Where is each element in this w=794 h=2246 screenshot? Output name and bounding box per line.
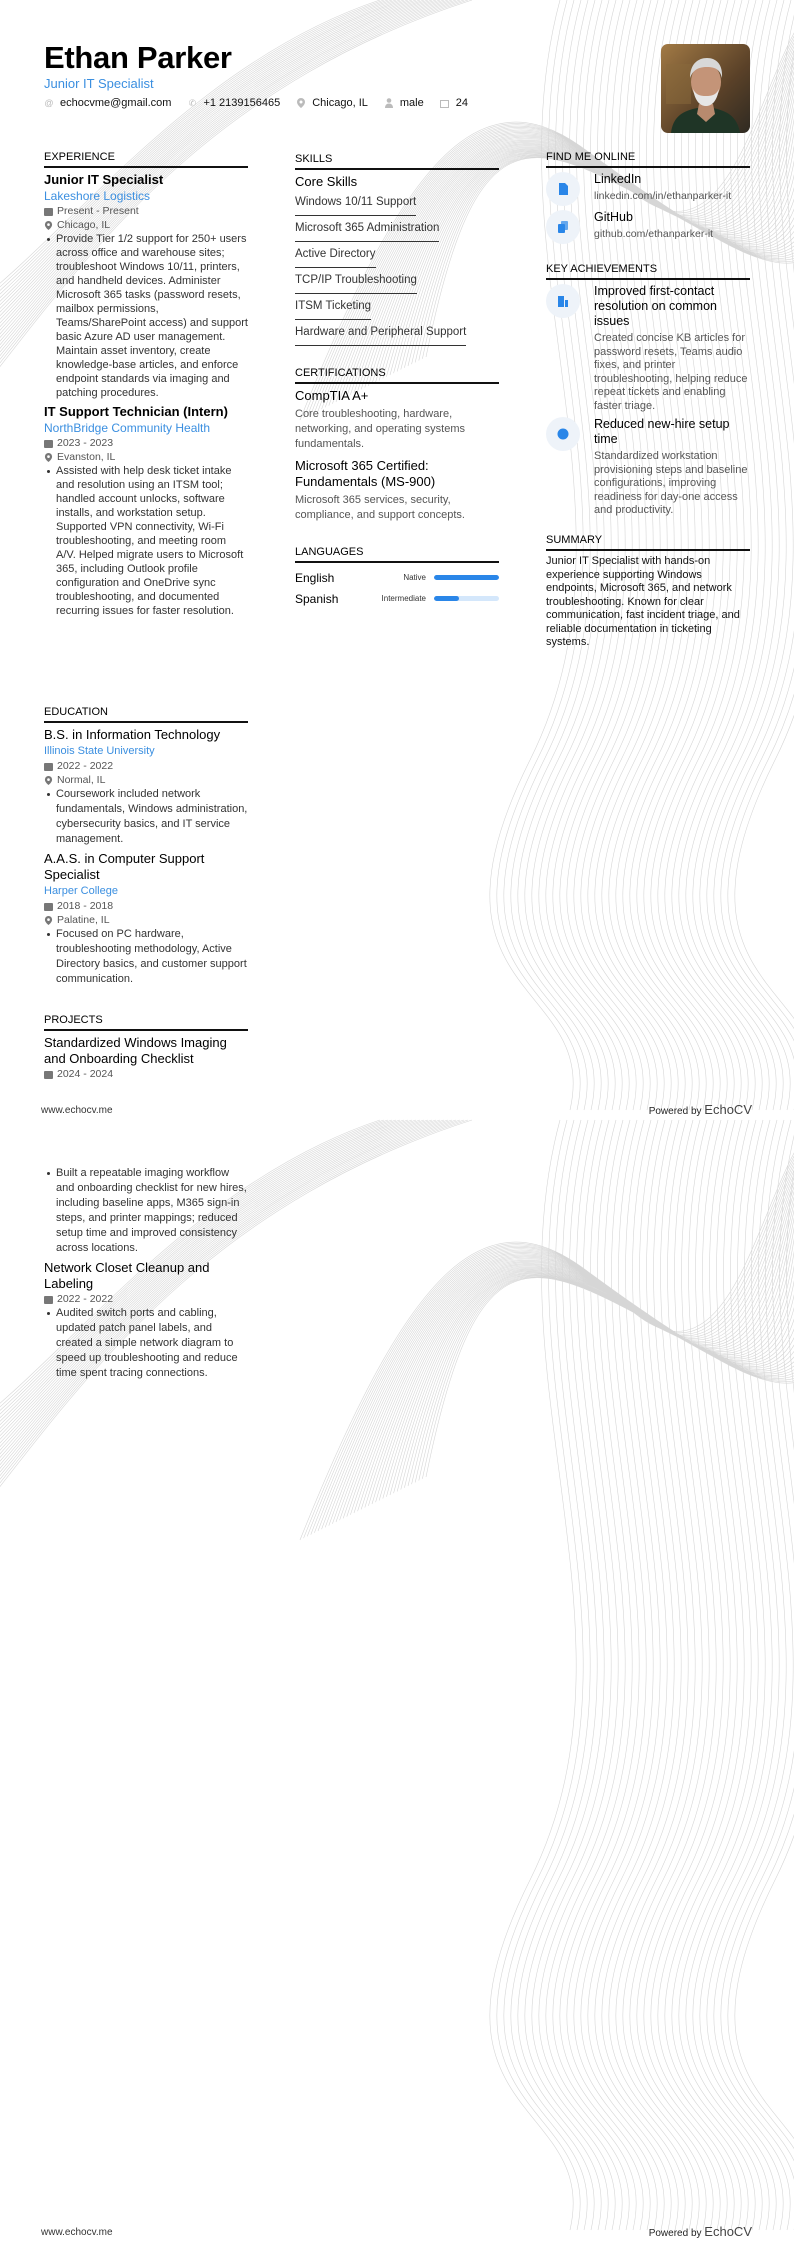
footer-powered[interactable]	[649, 1102, 752, 1117]
experience-item	[44, 172, 248, 400]
link-url[interactable]: linkedin.com/in/ethanparker-it	[594, 190, 732, 202]
language-bar	[434, 575, 499, 580]
projects-section	[44, 1013, 248, 1081]
language-bar-fill	[434, 575, 499, 580]
project-bullet: Built a repeatable imaging workflow and onboarding checklist for new hires, including baseline apps, M365 sign-in steps, and printer mappings; reduced setup time and improved consistency across locations.	[44, 1166, 250, 1256]
brand-name: EchoCV	[704, 1102, 752, 1117]
link-name: GitHub	[594, 210, 633, 224]
calendar-icon	[44, 439, 53, 448]
section-heading: EDUCATION	[44, 705, 248, 723]
cert-desc: Core troubleshooting, hardware, networking, and operating systems fundamentals.	[295, 408, 465, 450]
calendar-icon	[44, 902, 53, 911]
person-icon	[384, 98, 394, 108]
cert-desc: Microsoft 365 services, security, compliance, and support concepts.	[295, 494, 465, 521]
section-heading: LANGUAGES	[295, 545, 499, 563]
languages-section	[295, 545, 499, 609]
location-icon	[44, 221, 53, 230]
job-company: Lakeshore Logistics	[44, 189, 151, 203]
achievement-desc: Created concise KB articles for password resets, Teams audio fixes, and printer troubleshooting, helping reduce repeat tickets and enabling faster triage.	[594, 332, 748, 412]
calendar-icon	[44, 207, 53, 216]
contact-gender: male	[399, 97, 424, 109]
section-heading: SUMMARY	[546, 533, 750, 551]
education-location: Palatine, IL	[57, 914, 110, 926]
section-heading: FIND ME ONLINE	[546, 150, 750, 168]
job-role: Junior IT Specialist	[44, 172, 164, 187]
calendar-icon	[44, 762, 53, 771]
achievement-desc: Standardized workstation provisioning steps and baseline configurations, improving readiness for day-one access and productivity.	[594, 450, 748, 516]
skill-item: Hardware and Peripheral Support	[295, 320, 466, 346]
link-name: LinkedIn	[594, 172, 642, 186]
job-dates: Present - Present	[57, 205, 139, 217]
education-bullet: Focused on PC hardware, troubleshooting methodology, Active Directory basics, and customer support communication.	[44, 927, 248, 987]
achievement-item	[546, 417, 750, 518]
experience-item	[44, 404, 248, 618]
job-role: IT Support Technician (Intern)	[44, 404, 228, 419]
footer-site[interactable]: www.echocv.me	[41, 1105, 113, 1116]
education-dates: 2018 - 2018	[57, 900, 114, 912]
section-heading: EXPERIENCE	[44, 150, 248, 168]
phone-icon: ✆	[188, 97, 197, 108]
location-icon	[44, 453, 53, 462]
school: Illinois State University	[44, 745, 155, 757]
experience-section	[44, 150, 248, 618]
contact-phone[interactable]: +1 2139156465	[203, 97, 281, 109]
summary-section	[546, 533, 750, 650]
cert-name: CompTIA A+	[295, 388, 369, 403]
online-section	[546, 150, 750, 244]
skill-item: Windows 10/11 Support	[295, 190, 416, 216]
projects-continued	[44, 1166, 250, 1381]
achievement-title: Improved first-contact resolution on common issues	[594, 284, 717, 328]
project-dates: 2024 - 2024	[57, 1068, 114, 1080]
job-bullet: Provide Tier 1/2 support for 250+ users across office and warehouse sites; troubleshoot Windows 10/11, printers, and handheld devices. Administer Microsoft 365 tasks (password resets, mailbox permissions, Teams/SharePoint access) and support basic Azure AD user management. Maintain asset inventory, create knowledge-base articles, and enforce endpoint standards via imaging and patching procedures.	[44, 232, 248, 400]
calendar-icon	[44, 1070, 53, 1079]
project-bullet: Audited switch ports and cabling, updated patch panel labels, and created a simple network diagram to speed up troubleshooting and reduce time spent tracing connections.	[44, 1306, 250, 1381]
project-dates: 2022 - 2022	[57, 1293, 114, 1305]
skill-item: ITSM Ticketing	[295, 294, 371, 320]
calendar-icon	[440, 98, 450, 108]
language-name: English	[295, 570, 335, 585]
github-icon	[546, 210, 580, 244]
school: Harper College	[44, 885, 118, 897]
link-url[interactable]: github.com/ethanparker-it	[594, 228, 714, 240]
language-name: Spanish	[295, 591, 339, 606]
contact-email[interactable]: echocvme@gmail.com	[60, 97, 172, 109]
section-heading: CERTIFICATIONS	[295, 366, 499, 384]
certifications-section	[295, 366, 499, 523]
online-link-github[interactable]	[546, 210, 750, 244]
education-location: Normal, IL	[57, 774, 106, 786]
location-icon	[44, 776, 53, 785]
job-location: Evanston, IL	[57, 451, 116, 463]
job-bullet: Assisted with help desk ticket intake and resolution using an ITSM tool; handled account unlocks, software installs, and workstation setup. Supported VPN connectivity, Wi-Fi troubleshooting, and meeting room A/V. Helped migrate users to Microsoft 365, including Outlook profile configuration and OneDrive sync troubleshooting, and documented recurring issues for faster resolution.	[44, 464, 248, 618]
project-name: Standardized Windows Imaging and Onboarding Checklist	[44, 1035, 227, 1066]
education-dates: 2022 - 2022	[57, 760, 114, 772]
education-section	[44, 705, 248, 987]
linkedin-icon	[546, 172, 580, 206]
job-location: Chicago, IL	[57, 219, 111, 231]
contact-age: 24	[455, 97, 468, 109]
skill-item: Active Directory	[295, 242, 376, 268]
education-item	[44, 727, 248, 847]
contact-row	[44, 97, 478, 109]
section-heading: KEY ACHIEVEMENTS	[546, 262, 750, 280]
language-level: Native	[403, 573, 426, 582]
footer-site[interactable]: www.echocv.me	[41, 2227, 113, 2238]
achievements-section	[546, 262, 750, 518]
brand-name: EchoCV	[704, 2224, 752, 2239]
section-heading: PROJECTS	[44, 1013, 248, 1031]
badge-icon	[546, 417, 580, 451]
powered-label: Powered by	[648, 1106, 702, 1117]
building-icon	[546, 284, 580, 318]
skill-group: Core Skills	[295, 174, 358, 189]
online-link-linkedin[interactable]	[546, 172, 750, 206]
section-heading: SKILLS	[295, 152, 499, 170]
language-bar-fill	[434, 596, 459, 601]
powered-label: Powered by	[648, 2228, 702, 2239]
language-row	[295, 588, 499, 609]
language-row	[295, 567, 499, 588]
education-item	[44, 851, 248, 987]
project-name: Network Closet Cleanup and Labeling	[44, 1260, 210, 1291]
education-bullet: Coursework included network fundamentals, Windows administration, cybersecurity basics, and IT service management.	[44, 787, 248, 847]
at-icon: @	[44, 98, 54, 108]
language-level: Intermediate	[381, 594, 426, 603]
contact-location: Chicago, IL	[312, 97, 368, 109]
degree: B.S. in Information Technology	[44, 727, 221, 742]
summary-text: Junior IT Specialist with hands-on experience supporting Windows endpoints, Microsoft 365, and network troubleshooting. Known for clear communication, fast incident triage, and reliable documentation in ticketing systems.	[546, 555, 740, 648]
skill-item: TCP/IP Troubleshooting	[295, 268, 417, 294]
candidate-name: Ethan Parker	[44, 40, 232, 75]
language-bar	[434, 596, 499, 601]
calendar-icon	[44, 1295, 53, 1304]
location-icon	[296, 98, 306, 108]
cert-name: Microsoft 365 Certified: Fundamentals (MS-900)	[295, 458, 436, 489]
project-item	[44, 1260, 250, 1381]
job-company: NorthBridge Community Health	[44, 421, 211, 435]
footer-powered[interactable]	[649, 2224, 752, 2239]
location-icon	[44, 916, 53, 925]
skills-section	[295, 152, 499, 346]
job-dates: 2023 - 2023	[57, 437, 114, 449]
profile-photo	[661, 44, 750, 133]
achievement-title: Reduced new-hire setup time	[594, 417, 730, 446]
skill-item: Microsoft 365 Administration	[295, 216, 439, 242]
candidate-title: Junior IT Specialist	[44, 76, 154, 91]
achievement-item	[546, 284, 750, 413]
degree: A.A.S. in Computer Support Specialist	[44, 851, 205, 882]
